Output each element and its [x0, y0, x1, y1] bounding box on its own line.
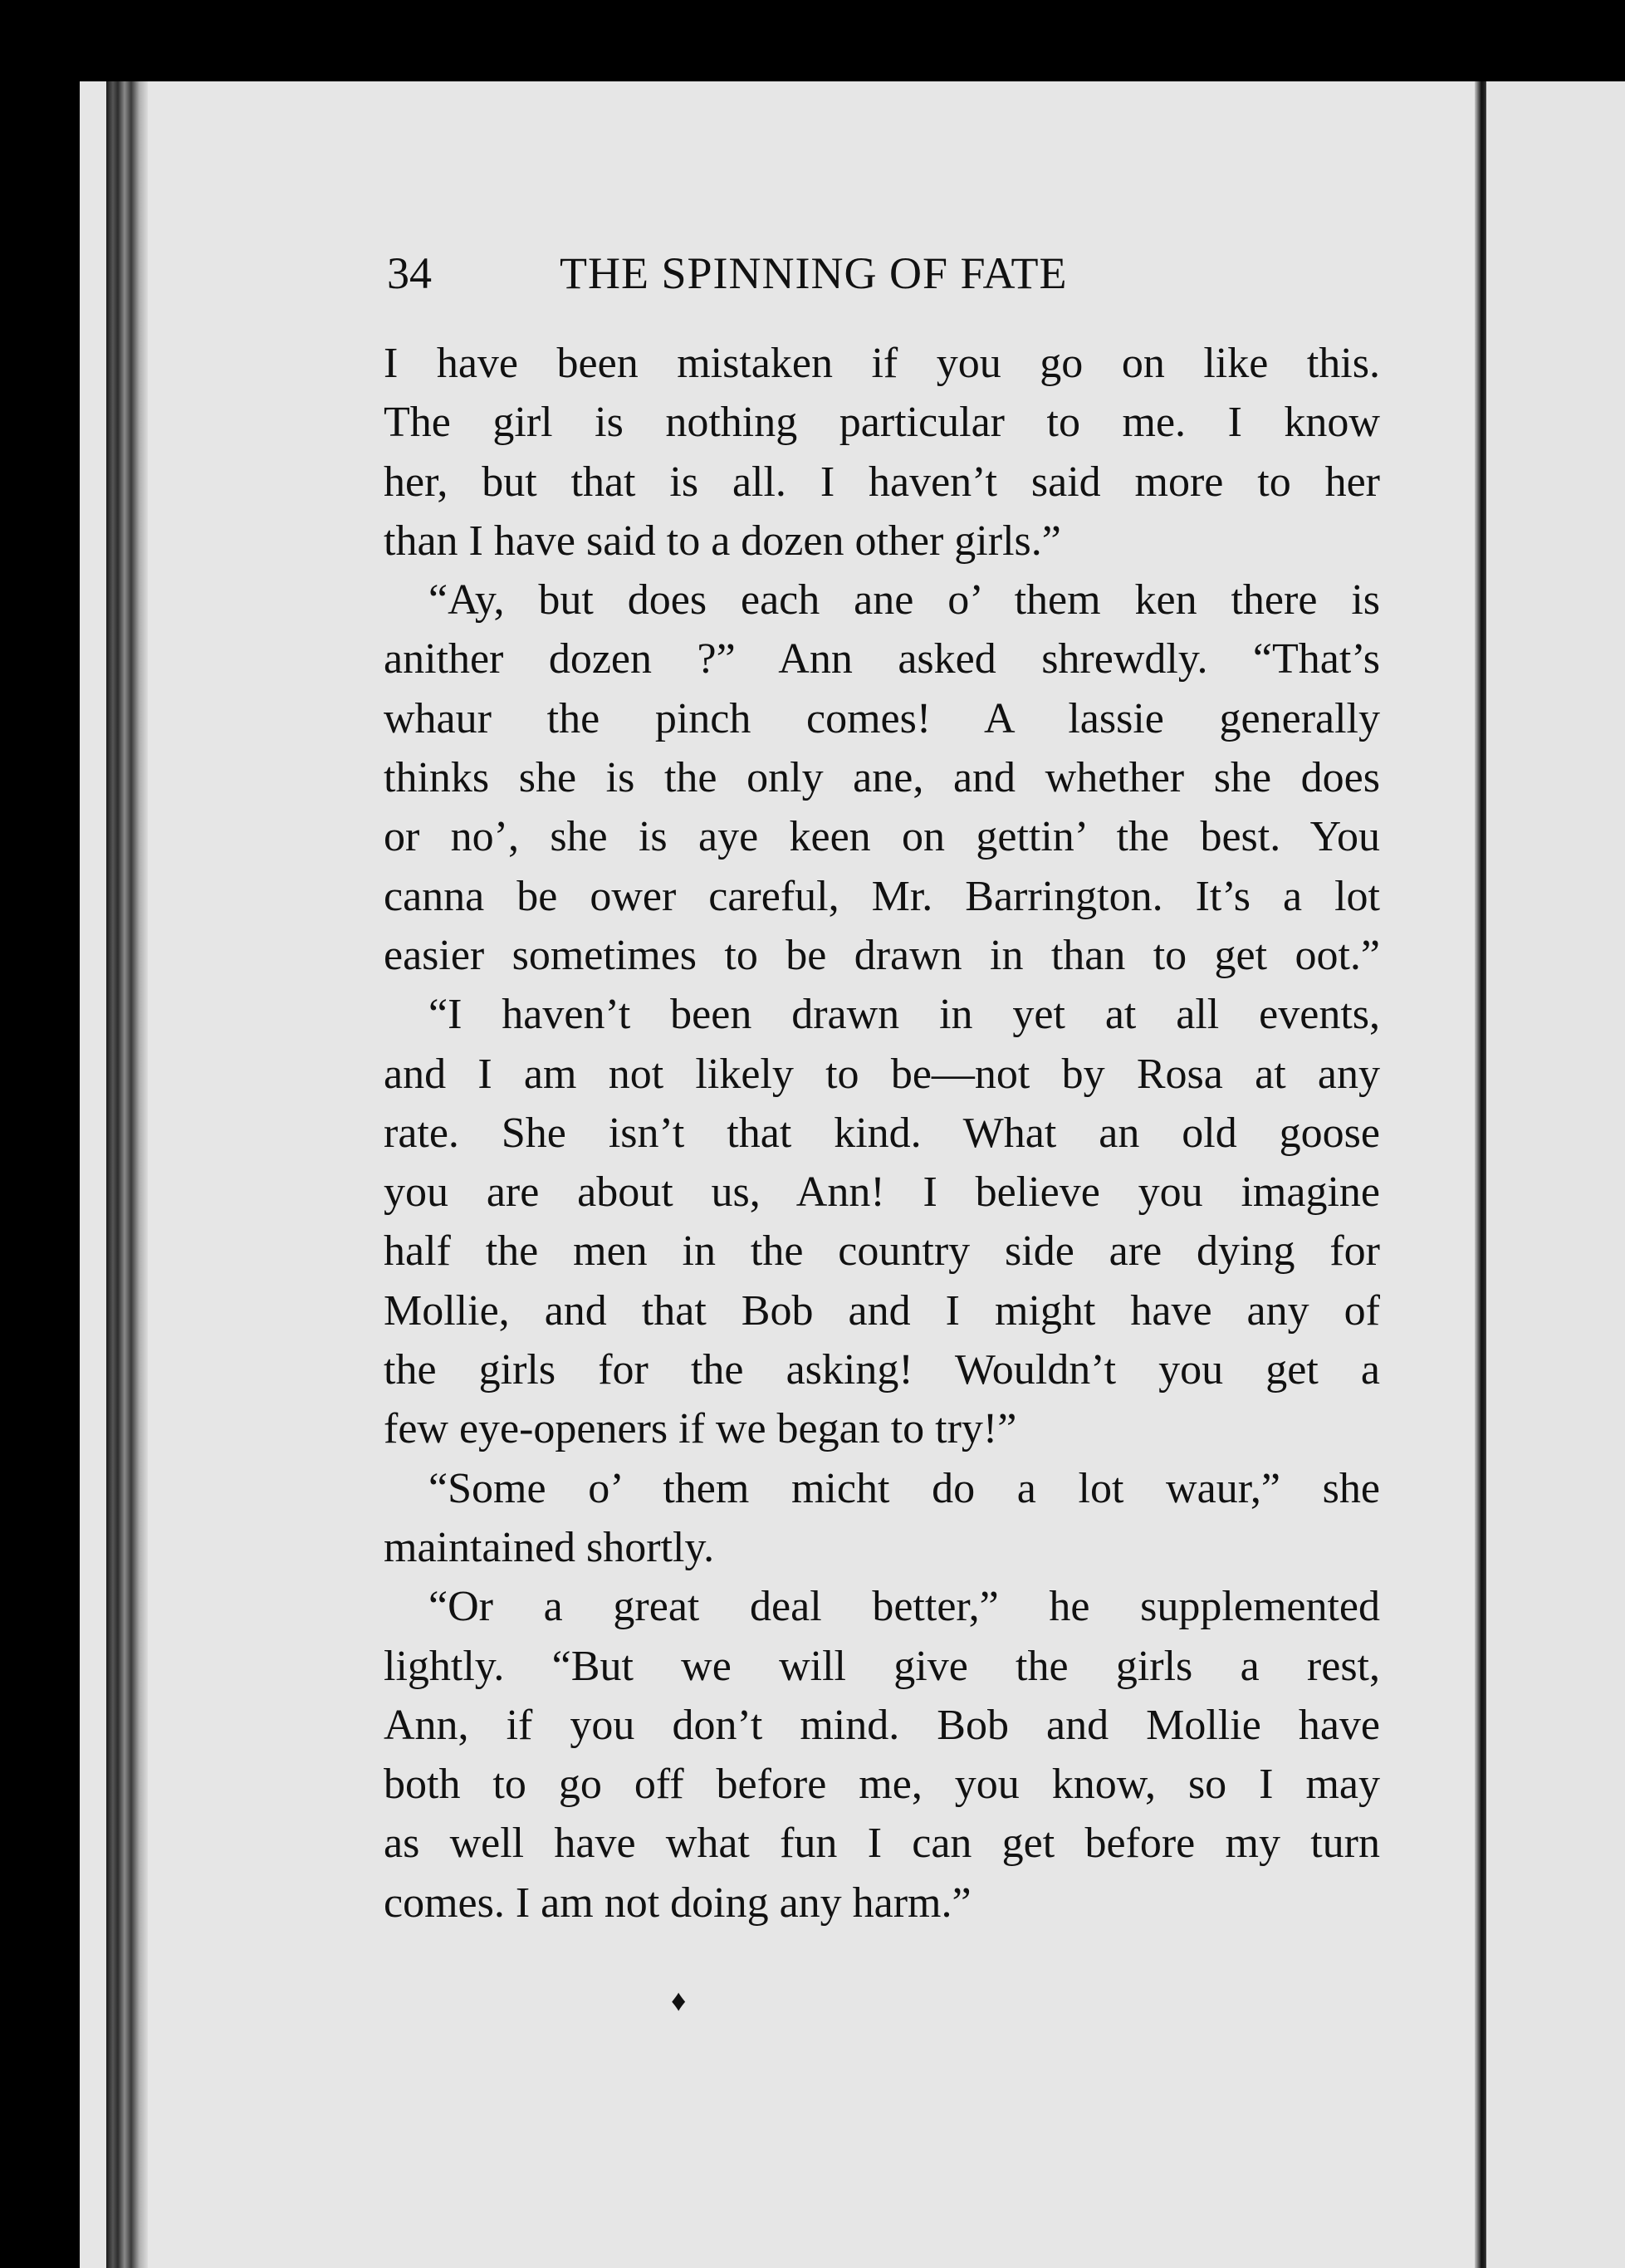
text-line: maintained shortly. [384, 1523, 715, 1571]
ornament-glyph: ♦ [671, 1984, 687, 2017]
text-line: “Or a great deal better,” he supplemented [428, 1583, 1380, 1631]
text-line: rate. She isn’t that kind. What an old goose [384, 1109, 1380, 1157]
text-line: lightly. “But we will give the girls a rest, [384, 1642, 1380, 1690]
text-line: than I have said to a dozen other girls.” [384, 517, 1061, 565]
text-line: canna be ower careful, Mr. Barrington. It’s a lot [384, 872, 1380, 920]
text-line: her, but that is all. I haven’t said more to her [384, 458, 1380, 506]
text-line: “I haven’t been drawn in yet at all events, [428, 991, 1380, 1039]
text-line: you are about us, Ann! I believe you imagine [384, 1168, 1380, 1217]
body-text [384, 334, 1380, 1932]
page-binding-edge [106, 81, 148, 2268]
text-line: both to go off before me, you know, so I may [384, 1761, 1380, 1809]
text-line: or no’, she is aye keen on gettin’ the best. You [384, 813, 1380, 861]
text-line: easier sometimes to be drawn in than to get oot.” [384, 931, 1380, 979]
text-line: few eye-openers if we began to try!” [384, 1405, 1017, 1453]
text-line: comes. I am not doing any harm.” [384, 1879, 972, 1927]
text-line: The girl is nothing particular to me. I know [384, 399, 1380, 447]
text-line: as well have what fun I can get before my turn [384, 1820, 1380, 1868]
text-line: anither dozen ?” Ann asked shrewdly. “That’s [384, 635, 1380, 683]
text-line: whaur the pinch comes! A lassie generally [384, 694, 1380, 742]
text-line: and I am not likely to be—not by Rosa at any [384, 1050, 1380, 1098]
text-line: the girls for the asking! Wouldn’t you get a [384, 1346, 1380, 1394]
text-line: Ann, if you don’t mind. Bob and Mollie have [384, 1701, 1380, 1749]
text-line: Mollie, and that Bob and I might have any of [384, 1286, 1380, 1335]
running-title: THE SPINNING OF FATE [560, 248, 1068, 298]
text-line: “Some o’ them micht do a lot waur,” she [428, 1464, 1380, 1512]
text-line: I have been mistaken if you go on like this. [384, 340, 1380, 387]
page-number: 34 [387, 248, 432, 298]
facing-page [1486, 81, 1625, 2268]
text-line: “Ay, but does each ane o’ them ken there is [428, 576, 1380, 625]
text-line: half the men in the country side are dying for [384, 1227, 1380, 1276]
text-line: thinks she is the only ane, and whether she does [384, 754, 1380, 802]
page-header [387, 247, 1383, 314]
